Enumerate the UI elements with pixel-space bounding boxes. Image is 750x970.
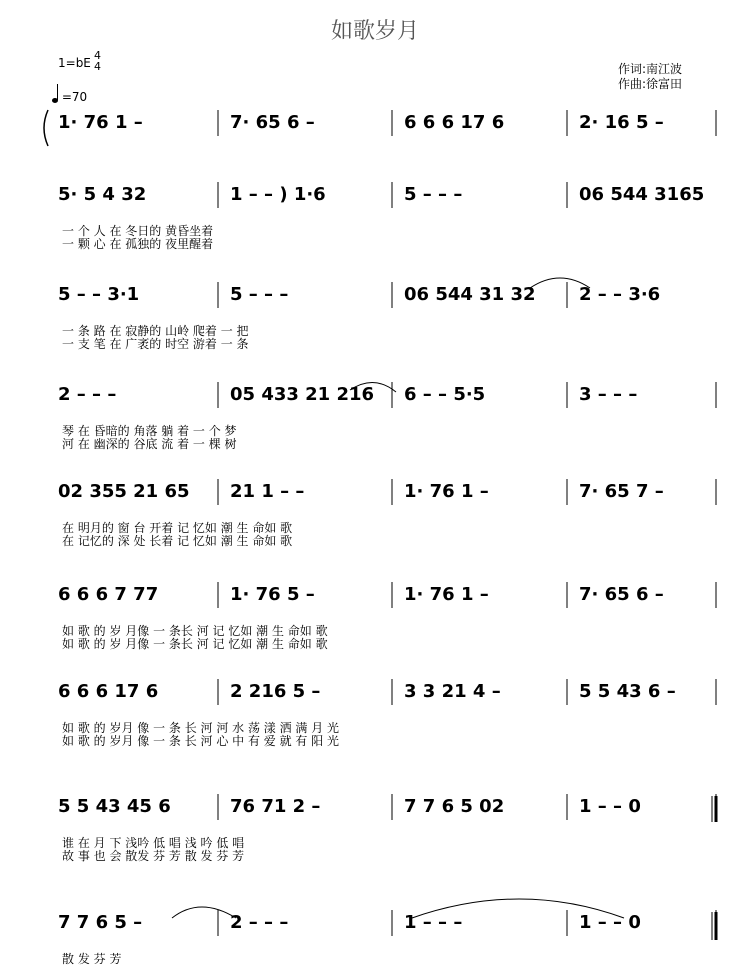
lyric-line-1: 谁 在 月 下 浅吟 低 唱 浅 吟 低 唱: [62, 836, 245, 850]
note-group: 1· 76 1 –: [58, 112, 143, 133]
tie-arc: [172, 907, 236, 918]
note-group: 3 3 21 4 –: [404, 681, 501, 702]
note-group: 2 – – 3·6: [579, 284, 661, 305]
lyric-line-1: 散 发 芬 芳: [62, 952, 122, 966]
note-group: 6 6 6 17 6: [404, 112, 505, 133]
note-group: 5 – – –: [230, 284, 289, 305]
note-group: 3 – – –: [579, 384, 638, 405]
note-group: 2· 16 5 –: [579, 112, 664, 133]
meter-bottom: 4: [94, 60, 101, 73]
note-group: 02 355 21 65: [58, 481, 190, 502]
note-group: 06 544 31 32: [404, 284, 536, 305]
note-group: 06 544 3165: [579, 184, 705, 205]
meter-top: 4: [94, 49, 101, 62]
system-bracket: [44, 110, 48, 146]
note-group: 76 71 2 –: [230, 796, 321, 817]
lyric-line-1: 琴 在 昏暗的 角落 躺 着 一 个 梦: [62, 424, 237, 438]
note-group: 1 – – ) 1·6: [230, 184, 326, 205]
lyric-line-2: 如 歌 的 岁月 像 一 条 长 河 心 中 有 爱 就 有 阳 光: [62, 734, 340, 748]
lyric-line-1: 一 条 路 在 寂静的 山岭 爬着 一 把: [62, 324, 249, 338]
lyric-line-1: 如 歌 的 岁 月像 一 条长 河 记 忆如 潮 生 命如 歌: [62, 624, 328, 638]
note-group: 2 216 5 –: [230, 681, 321, 702]
note-group: 7· 65 7 –: [579, 481, 664, 502]
lyricist: 作词:南江波: [618, 62, 683, 76]
note-group: 2 – – –: [58, 384, 117, 405]
note-group: 5· 5 4 32: [58, 184, 147, 205]
composer: 作曲:徐富田: [618, 77, 683, 91]
note-group: 1 – – 0: [579, 796, 641, 817]
note-group: 1 – – –: [404, 912, 463, 933]
lyric-line-2: 一 颗 心 在 孤独的 夜里醒着: [62, 237, 214, 251]
note-group: 2 – – –: [230, 912, 289, 933]
lyric-line-2: 在 记忆的 深 处 长着 记 忆如 潮 生 命如 歌: [62, 534, 293, 548]
lyric-line-1: 一 个 人 在 冬日的 黄昏坐着: [62, 224, 214, 238]
note-group: 7 7 6 5 02: [404, 796, 505, 817]
note-group: 7· 65 6 –: [579, 584, 664, 605]
note-group: 1· 76 1 –: [404, 584, 489, 605]
note-group: 6 – – 5·5: [404, 384, 486, 405]
tempo-value: =70: [61, 90, 88, 104]
song-title: 如歌岁月: [330, 19, 419, 44]
note-group: 1· 76 1 –: [404, 481, 489, 502]
note-group: 1· 76 5 –: [230, 584, 315, 605]
note-group: 1 – – 0: [579, 912, 641, 933]
lyric-line-1: 在 明月的 窗 台 开着 记 忆如 潮 生 命如 歌: [62, 521, 293, 535]
note-group: 5 5 43 6 –: [579, 681, 676, 702]
lyric-line-2: 故 事 也 会 散发 芬 芳 散 发 芬 芳: [62, 849, 245, 863]
note-group: 7 7 6 5 –: [58, 912, 143, 933]
note-group: 05 433 21 216: [230, 384, 375, 405]
note-group: 6 6 6 7 77: [58, 584, 159, 605]
note-group: 5 5 43 45 6: [58, 796, 171, 817]
lyric-line-2: 河 在 幽深的 谷底 流 着 一 棵 树: [62, 437, 237, 451]
note-group: 21 1 – –: [230, 481, 305, 502]
note-group: 6 6 6 17 6: [58, 681, 159, 702]
note-group: 7· 65 6 –: [230, 112, 315, 133]
key-label: 1=bE: [58, 56, 91, 70]
lyric-line-2: 一 支 笔 在 广袤的 时空 游着 一 条: [62, 337, 249, 351]
note-group: 5 – – –: [404, 184, 463, 205]
lyric-line-1: 如 歌 的 岁月 像 一 条 长 河 河 水 荡 漾 洒 满 月 光: [62, 721, 340, 735]
note-group: 5 – – 3·1: [58, 284, 140, 305]
lyric-line-2: 如 歌 的 岁 月像 一 条长 河 记 忆如 潮 生 命如 歌: [62, 637, 328, 651]
